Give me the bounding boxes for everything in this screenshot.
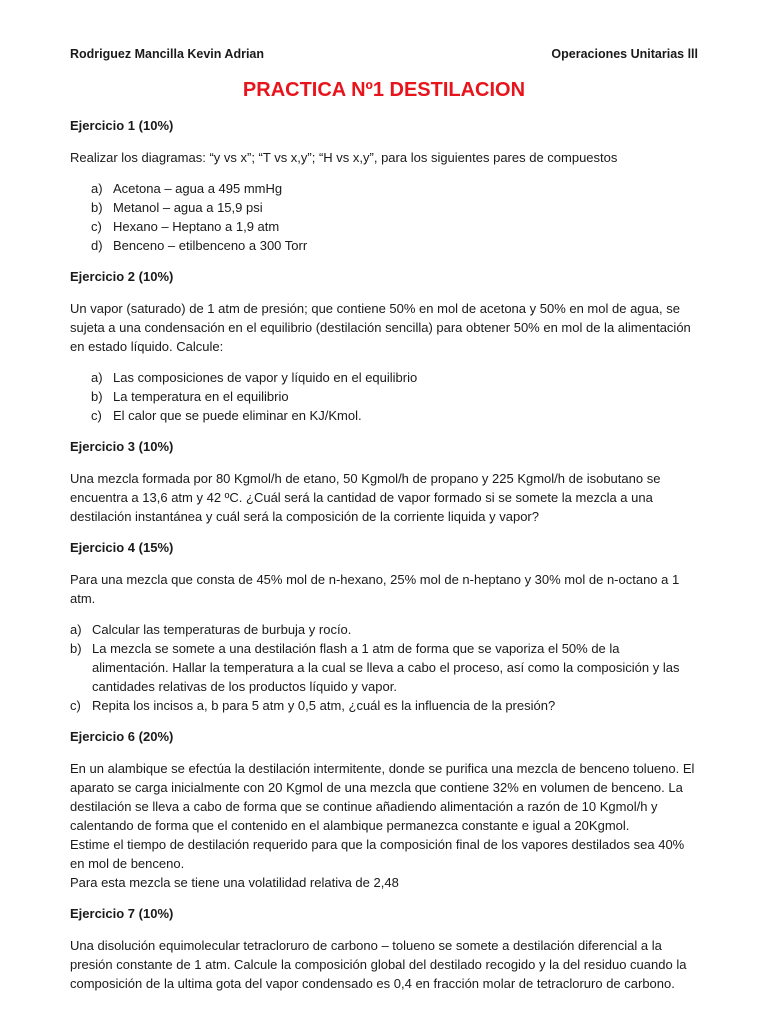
exercise-items [70, 620, 698, 715]
item-marker: b) [91, 389, 103, 404]
item-text: Metanol – agua a 15,9 psi [113, 200, 263, 215]
item-marker: a) [91, 370, 103, 385]
item-text: Repita los incisos a, b para 5 atm y 0,5 atm, ¿cuál es la influencia de la presión? [92, 698, 556, 713]
exercise-items [70, 368, 698, 425]
exercise-title: Ejercicio 3 (10%) [70, 439, 174, 454]
item-text: La temperatura en el equilibrio [113, 389, 289, 404]
list-item [91, 406, 698, 425]
exercise-title: Ejercicio 2 (10%) [70, 269, 174, 284]
item-marker: b) [91, 200, 103, 215]
course-name: Operaciones Unitarias lll [551, 47, 698, 61]
exercise-statement: Realizar los diagramas: “y vs x”; “T vs x,y”; “H vs x,y”, para los siguientes pares de compuestos [70, 150, 618, 165]
list-item [91, 198, 698, 217]
item-marker: d) [91, 238, 103, 253]
statement-paragraph: En un alambique se efectúa la destilación intermitente, donde se purifica una mezcla de benceno tolueno. El aparato se carga inicialmente con 20 Kgmol de una mezcla que contiene 32% en volumen de benceno. La destilación se lleva a cabo de forma que se continue añadiendo alimentación a razón de 10 Kgmol/h y calentando de forma que el contenido en el alambique permanezca constante e igual a 20Kgmol. [70, 761, 695, 833]
exercise-6 [70, 727, 698, 892]
exercise-title: Ejercicio 6 (20%) [70, 729, 174, 744]
exercise-items [70, 179, 698, 255]
document-title: PRACTICA Nº1 DESTILACION [242, 79, 526, 101]
exercise-7 [70, 904, 698, 993]
list-item [91, 387, 698, 406]
item-text: Benceno – etilbenceno a 300 Torr [113, 238, 308, 253]
statement-paragraph: Para esta mezcla se tiene una volatilidad relativa de 2,48 [70, 875, 399, 890]
list-item [91, 236, 698, 255]
item-text: Las composiciones de vapor y líquido en el equilibrio [113, 370, 418, 385]
item-text: Calcular las temperaturas de burbuja y rocío. [92, 622, 352, 637]
list-item [91, 368, 698, 387]
item-marker: a) [91, 181, 103, 196]
item-text: La mezcla se somete a una destilación flash a 1 atm de forma que se vaporiza el 50% de la alimentación. Hallar la temperatura a la cual se lleva a cabo el proceso, así como la composición y las cantidades relativas de los productos líquido y vapor. [92, 641, 680, 694]
item-marker: c) [70, 698, 81, 713]
exercise-4 [70, 538, 698, 715]
item-text: Hexano – Heptano a 1,9 atm [113, 219, 280, 234]
item-marker: a) [70, 622, 82, 637]
list-item [91, 217, 698, 236]
item-marker: c) [91, 408, 102, 423]
exercise-title: Ejercicio 4 (15%) [70, 540, 174, 555]
statement-paragraph: Estime el tiempo de destilación requerido para que la composición final de los vapores destilados sea 40% en mol de benceno. [70, 837, 685, 871]
exercise-3 [70, 437, 698, 526]
exercise-statement: Una mezcla formada por 80 Kgmol/h de etano, 50 Kgmol/h de propano y 225 Kgmol/h de isobutano se encuentra a 13,6 atm y 42 ºC. ¿Cuál será la cantidad de vapor formado si se somete la mezcla a una destilación instantánea y cuál será la composición de la corriente liquida y vapor? [70, 471, 661, 524]
exercise-statement: Un vapor (saturado) de 1 atm de presión; que contiene 50% en mol de acetona y 50% en mol de agua, se sujeta a una condensación en el equilibrio (destilación sencilla) para obtener 50% en mol de la alimentación en estado líquido. Calcule: [70, 301, 691, 354]
list-item [70, 696, 698, 715]
exercise-statement [70, 759, 698, 892]
exercise-1 [70, 116, 698, 255]
exercise-title: Ejercicio 7 (10%) [70, 906, 174, 921]
list-item [70, 639, 698, 696]
exercise-statement: Una disolución equimolecular tetracloruro de carbono – tolueno se somete a destilación diferencial a la presión constante de 1 atm. Calcule la composición global del destilado recogido y la del residuo cuando la composición de la ultima gota del vapor condensado es 0,4 en fracción molar de tetracloruro de carbono. [70, 938, 687, 991]
exercise-2 [70, 267, 698, 425]
author-name: Rodriguez Mancilla Kevin Adrian [70, 47, 265, 61]
item-marker: c) [91, 219, 102, 234]
list-item [70, 620, 698, 639]
page-header [70, 45, 698, 64]
item-marker: b) [70, 641, 82, 656]
item-text: Acetona – agua a 495 mmHg [113, 181, 283, 196]
list-item [91, 179, 698, 198]
exercise-statement: Para una mezcla que consta de 45% mol de n-hexano, 25% mol de n-heptano y 30% mol de n-octano a 1 atm. [70, 572, 680, 606]
exercise-title: Ejercicio 1 (10%) [70, 118, 174, 133]
item-text: El calor que se puede eliminar en KJ/Kmol. [113, 408, 362, 423]
